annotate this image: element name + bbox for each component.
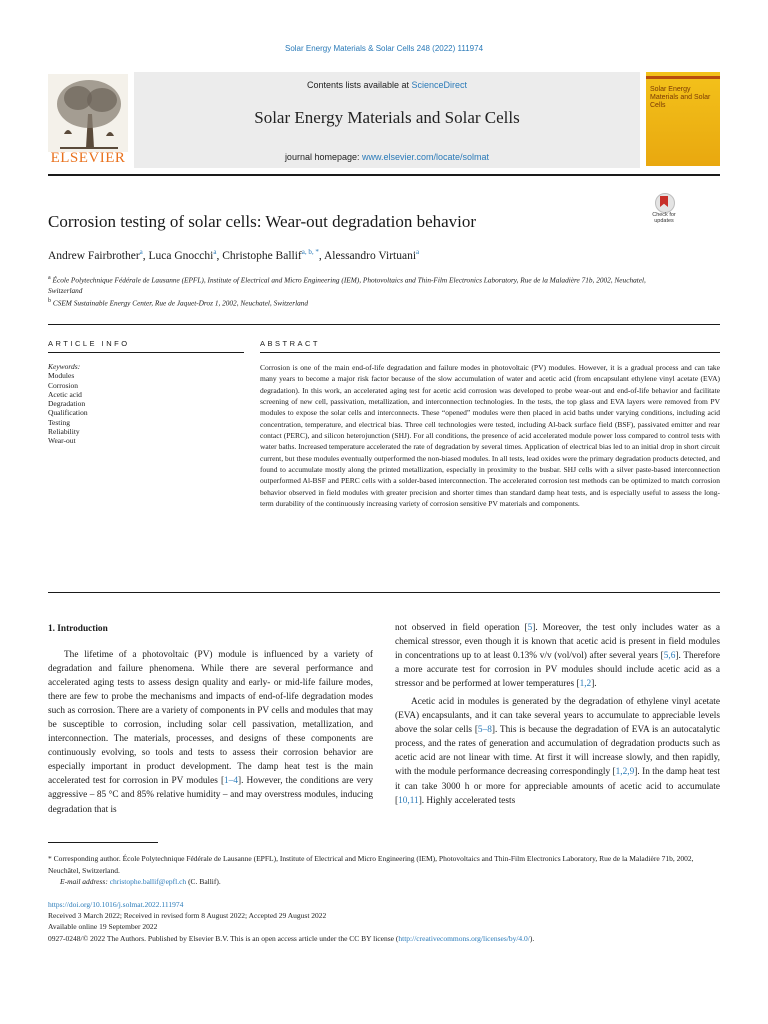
text-run: ]. [591, 679, 597, 690]
check-for-updates-badge[interactable] [646, 193, 682, 229]
keyword: Wear-out [48, 436, 76, 446]
license-suffix: ). [529, 933, 535, 943]
footnote-rule [48, 842, 158, 843]
text-run: ]. In the damp heat test it can take 3000 h or more for appreciable amounts of acetic acid to accumulate [ [395, 767, 720, 806]
citation-link[interactable]: 1,2 [579, 679, 592, 690]
citation-link[interactable]: 5,6 [663, 651, 676, 662]
author-mark[interactable]: a [213, 248, 217, 256]
homepage-prefix: journal homepage: [284, 152, 362, 162]
text-run: not observed in field operation [ [395, 623, 528, 633]
keyword: Reliability [48, 427, 80, 437]
text-run: ]. Moreover, the test only includes water as a chemical stressor, even though it is known that acetic acid is present in field modules in concentrations up to at least 0.13% v/v (vol/vol) after several years [ [395, 623, 720, 662]
keywords-label: Keywords: [48, 362, 81, 371]
section-heading-introduction: 1. Introduction [48, 624, 108, 634]
elsevier-wordmark: ELSEVIER [50, 150, 126, 166]
author-name[interactable]: Christophe Ballif [222, 249, 302, 262]
journal-homepage-link[interactable]: www.elsevier.com/locate/solmat [362, 152, 490, 162]
journal-cover-thumbnail[interactable] [646, 72, 720, 166]
badge-line2: updates [654, 218, 674, 224]
email-line [48, 876, 720, 888]
email-suffix: (C. Ballif). [186, 877, 221, 886]
journal-banner [134, 72, 640, 168]
contents-prefix: Contents lists available at [306, 80, 412, 90]
keyword: Testing [48, 417, 70, 427]
online-date: Available online 19 September 2022 [48, 922, 158, 932]
affiliation-text: CSEM Sustainable Energy Center, Rue de Jaquet-Droz 1, 2002, Neuchatel, Switzerland [52, 298, 309, 308]
masthead-divider [48, 174, 720, 176]
text-run: ]. However, the conditions are very aggressive – 85 °C and 85% relative humidity – and may overstress modules, inducing degradation that is [48, 776, 373, 815]
intro-paragraph [48, 648, 373, 817]
text-run: ]. Therefore a more accurate test for corrosion in PV modules should include acetic acid as a stressor and be performed at lower temperatures [ [395, 651, 720, 690]
intro-left-column [48, 648, 373, 817]
license-line [48, 933, 728, 944]
received-dates: Received 3 March 2022; Received in revised form 8 August 2022; Accepted 29 August 2022 [48, 911, 327, 921]
cover-band [646, 76, 720, 79]
author-mark[interactable]: a [416, 248, 420, 256]
keyword: Corrosion [48, 380, 78, 390]
intro-paragraph [395, 695, 720, 807]
text-run: The lifetime of a photovoltaic (PV) module is influenced by a variety of degradation and failure phenomena. While there are several performance and accelerated aging tests to assess design quality and early- or mid-life failure modes, there are few to probe the mechanisms and impacts of end-of-life degradation modes such as corrosion. There are a variety of components in PV cells and modules that may be susceptible to corrosion, including solar cell passivation, metallization, and interconnection. The materials, processes, and designs of these components are continuously evolving, so tools and tests to assess their corrosion behavior are especially important in product development. The damp heat test is the main accelerated test for corrosion in PV modules [ [48, 650, 373, 787]
article-title: Corrosion testing of solar cells: Wear-out degradation behavior [48, 212, 477, 231]
author-separator: , [318, 249, 324, 262]
corresponding-author-text: * Corresponding author. École Polytechnique Fédérale de Lausanne (EPFL), Institute of Electrical and Micro Engineering (IEM), Photovoltaics and Thin-Film Electronics Laboratory, Rue de la Maladière 71b, 2002, Neuchâtel, Switzerland. [48, 854, 694, 875]
article-info-rule [48, 352, 244, 353]
author-separator: , [216, 249, 223, 262]
affiliation-b [48, 296, 668, 308]
abstract-rule [260, 352, 720, 353]
affiliation-text: École Polytechnique Fédérale de Lausanne (EPFL), Institute of Electrical and Micro Engineering (IEM), Photovoltaics and Thin-Film Electronics Laboratory, Rue de la Maladière 71b, 2002, Neuchatel, Switzerland [48, 275, 646, 296]
intro-paragraph [395, 621, 720, 691]
corresponding-author-footnote [48, 853, 720, 888]
citation-link[interactable]: 5–8 [477, 725, 492, 736]
journal-title: Solar Energy Materials and Solar Cells [254, 108, 520, 127]
contents-line [134, 80, 640, 90]
author-mark[interactable]: a [139, 248, 143, 256]
author-name[interactable]: Alessandro Virtuani [323, 249, 417, 262]
citation-link[interactable]: 1,2,9 [615, 767, 635, 778]
text-run: ]. This is because the degradation of EVA is an autocatalytic process, and the rates of generation and accumulation of degradation products such as acetic acid are not linear with time. At first it will increase slowly, and then rapidly, with the module performance decreasing correspondingly [ [395, 725, 720, 778]
keyword: Modules [48, 371, 75, 381]
article-info-heading: ARTICLE INFO [48, 339, 130, 348]
author-email-link[interactable]: christophe.ballif@epfl.ch [109, 877, 187, 886]
badge-line1: Check for [652, 212, 676, 218]
doi-link[interactable]: https://doi.org/10.1016/j.solmat.2022.111974 [48, 900, 184, 909]
affiliation-mark: b [48, 298, 51, 305]
abstract-bottom-rule [48, 592, 720, 593]
affiliations [48, 273, 668, 309]
text-run: Acetic acid in modules is generated by the degradation of ethylene vinyl acetate (EVA) encapsulants, and it can take several years to accumulate to appreciable levels above the solar cells [ [395, 697, 720, 736]
affiliation-divider [48, 324, 720, 325]
keywords-block [48, 362, 218, 446]
author-name[interactable]: Luca Gnocchi [148, 249, 214, 262]
cc-license-link[interactable]: http://creativecommons.org/licenses/by/4.0/ [398, 933, 530, 943]
author-mark[interactable]: a, b, * [301, 248, 319, 256]
intro-right-column [395, 621, 720, 808]
author-name[interactable]: Andrew Fairbrother [48, 249, 140, 262]
affiliation-mark: a [48, 275, 51, 281]
keyword: Acetic acid [48, 389, 82, 399]
license-prefix: 0927-0248/© 2022 The Authors. Published by Elsevier B.V. This is an open access article under the CC BY license ( [48, 933, 399, 943]
homepage-line [134, 152, 640, 162]
keyword: Qualification [48, 408, 88, 418]
badge-text [646, 212, 682, 224]
author-separator: , [142, 249, 149, 262]
keyword: Degradation [48, 399, 86, 409]
journal-citation-header[interactable]: Solar Energy Materials & Solar Cells 248 (2022) 111974 [284, 44, 484, 53]
citation-link[interactable]: 1–4 [224, 776, 238, 787]
abstract-text: Corrosion is one of the main end-of-life degradation and failure modes in photovoltaic (PV) modules. However, it is a gradual process and can take many years to become a major risk factor because of the slow accumulation of water and acetic acid (from encapsulant ethylene vinyl acetate (EVA) degradation). In this work, an accelerated aging test for acetic acid corrosion was developed to probe wear-out and end-of-life behavior and facilitate screening of new cell, passivation, metallization, and interconnection technologies. In the tests, the top glass and EVA layers were removed from PV modules to expose the solar cells and interconnects. These “opened” modules were then placed in acid baths under varying conditions, including acid concentration, temperature, and electrical bias. Three cell technologies were tested, including Al-back surface field (BSF), passivated emitter and rear contact (PERC), and silicon heterojunction (SHJ). For all conditions, the presence of acid accelerated module power loss compared to control tests with water baths. Increased temperature accelerated the rate of degradation by several times. Application of electrical bias led to an initial drop in short circuit current, but these modules eventually outperformed the non-biased modules. In all tests, lead oxides were the primary degradation products detected, and found to accumulate mostly along the printed metallization, especially in proximity to the busbar. SHJ cells with a silver paste-based interconnection outperformed Al-BSF and PERC cells with a solder-based interconnection. The accelerated corrosion test methods can be optimized to match corrosion behavior observed in field modules with greater precision and shorter times than standard damp heat tests, and is especially useful to assess the long-term durability of the continuously increasing variety of corrosion sensitive PV materials and components. [260, 363, 720, 509]
affiliation-a [48, 273, 668, 296]
email-label: E-mail address: [60, 877, 110, 886]
citation-link[interactable]: 5 [527, 623, 533, 633]
text-run: ]. Highly accelerated tests [418, 795, 516, 806]
author-list [48, 248, 688, 262]
abstract-heading: ABSTRACT [260, 339, 321, 348]
cover-title: Solar Energy Materials and Solar Cells [650, 86, 711, 109]
sciencedirect-link[interactable]: ScienceDirect [411, 80, 468, 90]
journal-masthead [48, 70, 720, 170]
publication-info [48, 899, 728, 944]
citation-link[interactable]: 10,11 [398, 795, 419, 806]
